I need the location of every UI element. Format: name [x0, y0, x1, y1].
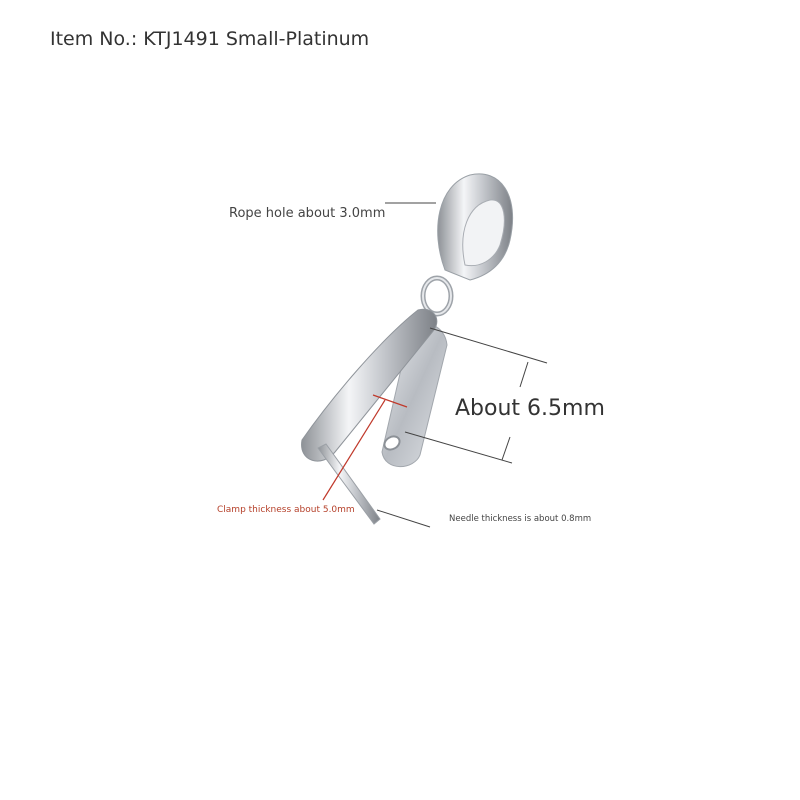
clamp-thickness-label: Clamp thickness about 5.0mm	[217, 505, 355, 515]
needle-thickness-label: Needle thickness is about 0.8mm	[449, 514, 592, 524]
item-number-title: Item No.: KTJ1491 Small-Platinum	[50, 28, 370, 50]
rope-hole-label: Rope hole about 3.0mm	[229, 206, 386, 221]
jump-ring	[423, 278, 451, 314]
bail-loop	[438, 174, 513, 280]
size-label: About 6.5mm	[455, 396, 605, 421]
